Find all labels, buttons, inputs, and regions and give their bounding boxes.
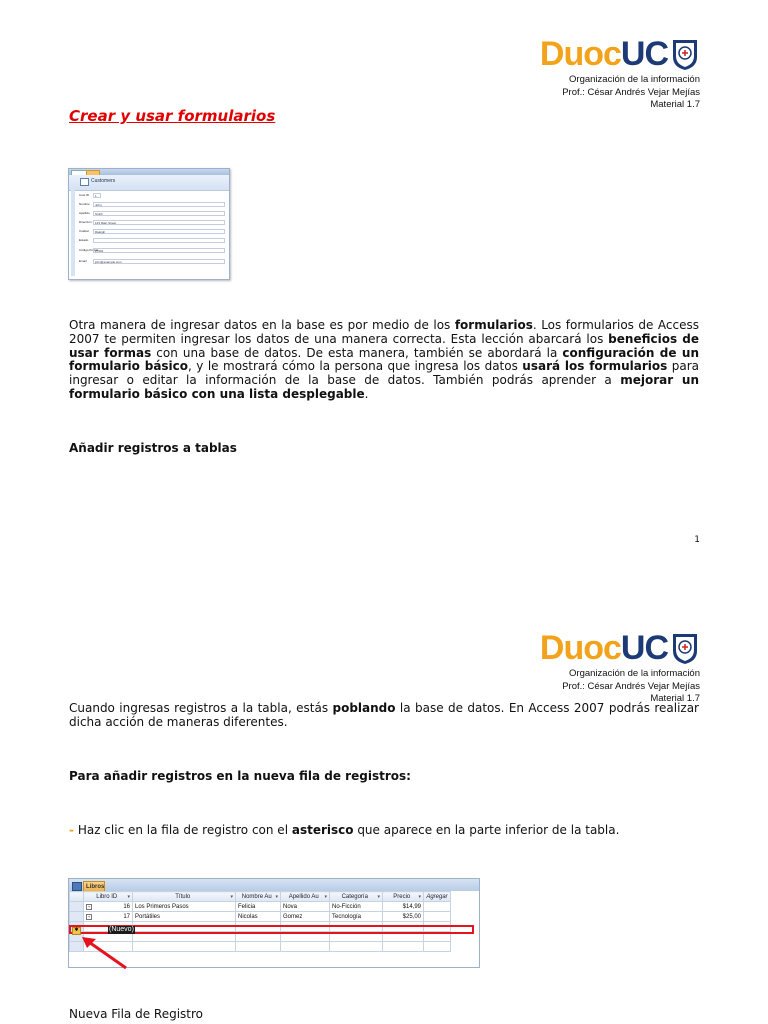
- course-name: Organización de la información: [569, 74, 700, 85]
- form-icon: [80, 178, 89, 186]
- figure-caption: Nueva Fila de Registro: [69, 1007, 204, 1021]
- column-header: Categoría ▾: [330, 892, 383, 902]
- pointer-arrow-icon: [78, 932, 133, 972]
- populating-paragraph: Cuando ingresas registros a la tabla, estás poblando la base de datos. En Access 2007 podrás realizar dicha acción de maneras diferentes.: [69, 701, 699, 729]
- section-heading-new-row: Para añadir registros en la nueva fila de registros:: [69, 769, 411, 783]
- university-seal-icon: [670, 631, 700, 665]
- table-header-row: [70, 892, 451, 902]
- new-record-asterisk-icon[interactable]: ✱: [72, 927, 81, 935]
- table-row: + 17 Portátiles Nicolas Gomez Tecnología $25,00: [70, 912, 451, 922]
- course-name: Organización de la información: [569, 668, 700, 679]
- tab-libros: Libros: [83, 881, 105, 891]
- professor-name: Prof.: César Andrés Vejar Mejías: [562, 680, 700, 692]
- table-row: + 16 Los Primeros Pasos Felicia Nova No-Ficción $14,99: [70, 902, 451, 912]
- form-screenshot: Customers Cust ID 1 Nombre John Apellido Smith Dirección 123 Main Street Ciudad Raleigh Estado Código Postal 27601 Email john@example.com: [68, 168, 230, 280]
- bullet-dash: -: [69, 823, 74, 837]
- page-number: 1: [694, 535, 700, 545]
- column-header: Apellido Au ▾: [281, 892, 330, 902]
- new-record-cell[interactable]: (Nuevo): [109, 926, 134, 933]
- material-number: Material 1.7: [650, 693, 700, 704]
- column-header: Título ▾: [133, 892, 236, 902]
- university-seal-icon: [670, 37, 700, 71]
- column-header: Libro ID ▾: [84, 892, 133, 902]
- material-number: Material 1.7: [650, 99, 700, 110]
- page-header: [440, 34, 700, 112]
- page-title: Crear y usar formularios: [69, 107, 276, 125]
- table-icon: [72, 882, 82, 891]
- section-heading-add-records: Añadir registros a tablas: [69, 441, 237, 455]
- duoc-uc-logo: DuocUC: [440, 34, 700, 74]
- page-header-2: [440, 628, 700, 706]
- duoc-uc-logo-2: DuocUC: [440, 628, 700, 668]
- professor-name: Prof.: César Andrés Vejar Mejías: [562, 86, 700, 98]
- column-header: Agregar: [424, 892, 451, 902]
- step-list-item: - Haz clic en la fila de registro con el asterisco que aparece en la parte inferior de la tabla.: [69, 823, 620, 837]
- column-header: Precio ▾: [383, 892, 424, 902]
- column-header: Nombre Au ▾: [236, 892, 281, 902]
- intro-paragraph: Otra manera de ingresar datos en la base es por medio de los formularios. Los formularios de Access 2007 te permiten ingresar los datos de una manera correcta. Esta lección abarcará los beneficios de usar formas con una base de datos. De esta manera, también se abordará la configuración de un formulario básico, y le mostrará cómo la persona que ingresa los datos usará los formularios para ingresar o editar la información de la base de datos. También podrás aprender a mejorar un formulario básico con una lista desplegable.: [69, 318, 700, 401]
